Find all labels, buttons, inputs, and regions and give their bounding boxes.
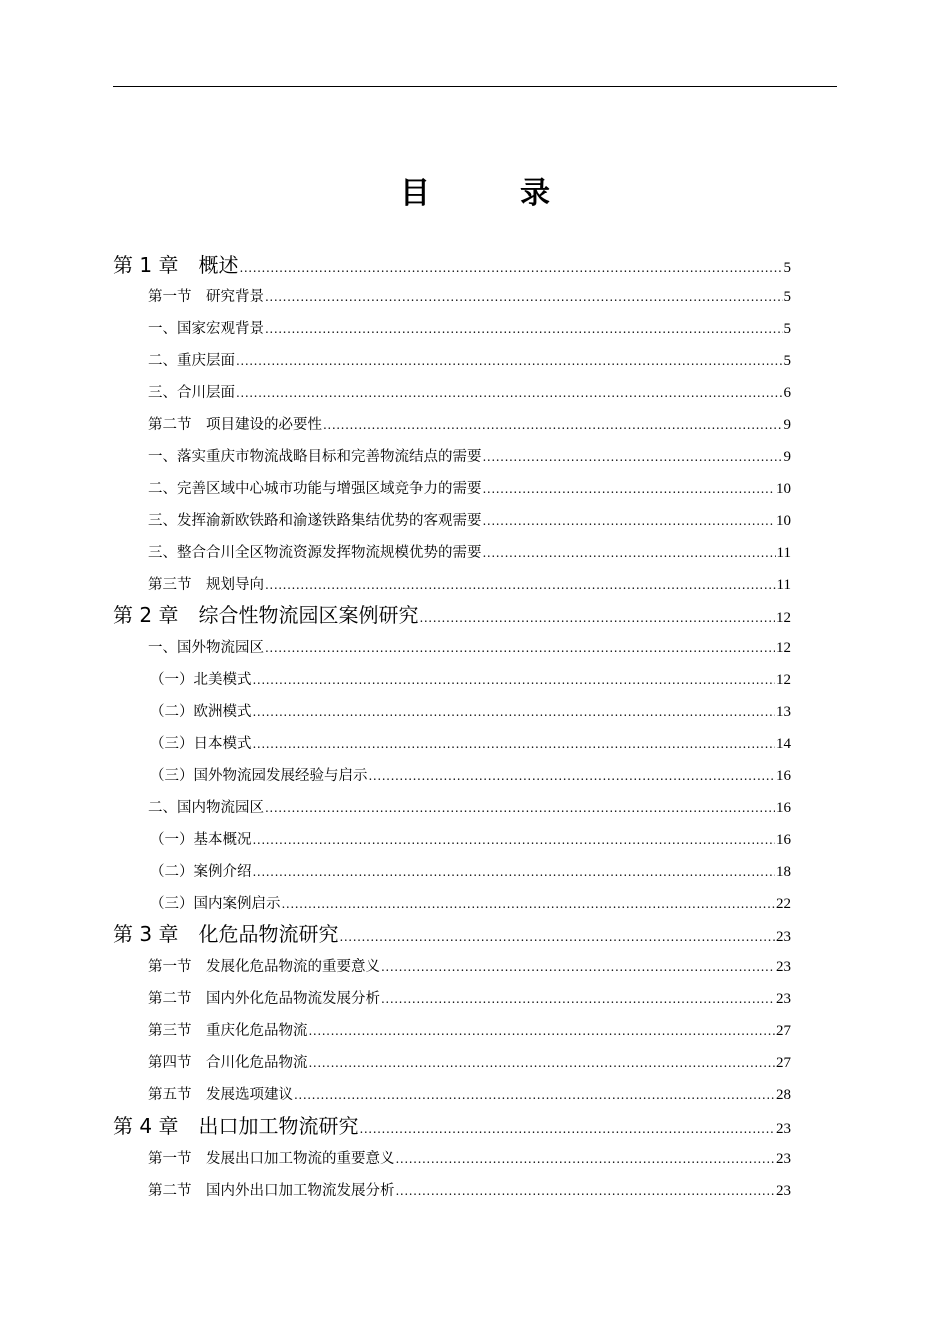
toc-dot-leader: [381, 988, 775, 1010]
toc-page-number: 11: [776, 545, 791, 561]
toc-entry-section[interactable]: [148, 414, 791, 436]
toc-entry-text: 第二节 国内外化危品物流发展分析: [148, 991, 380, 1007]
toc-entry-text: （三）国内案例启示: [150, 896, 281, 912]
toc-entry-text: （一）基本概况: [150, 832, 252, 848]
toc-entry-section[interactable]: [148, 1180, 791, 1202]
toc-entry-subsection[interactable]: [148, 637, 791, 659]
toc-page-number: 27: [776, 1055, 791, 1071]
toc-entry-text: （一）北美模式: [150, 672, 252, 688]
toc-page-number: 5: [783, 289, 791, 305]
toc-entry-text: 第二节 国内外出口加工物流发展分析: [148, 1183, 395, 1199]
toc-dot-leader: [381, 956, 775, 978]
toc-entry-text: （三）日本模式: [150, 736, 252, 752]
toc-entry-subsubsection[interactable]: [150, 861, 791, 883]
toc-entry-text: 第 3 章 化危品物流研究: [113, 922, 339, 946]
toc-page-number: 12: [776, 640, 791, 656]
toc-entry-section[interactable]: [148, 1084, 791, 1106]
toc-entry-subsection[interactable]: [148, 382, 791, 404]
toc-entry-subsubsection[interactable]: [150, 701, 791, 723]
toc-entry-text: 第一节 研究背景: [148, 289, 264, 305]
toc-entry-text: （二）案例介绍: [150, 864, 252, 880]
toc-entry-text: 第四节 合川化危品物流: [148, 1055, 308, 1071]
toc-dot-leader: [253, 701, 776, 723]
toc-entry-section[interactable]: [148, 1020, 791, 1042]
toc-entry-text: 一、国外物流园区: [148, 640, 264, 656]
toc-dot-leader: [294, 1084, 775, 1106]
toc-page-number: 16: [776, 800, 791, 816]
toc-dot-leader: [396, 1148, 776, 1170]
toc-entry-subsubsection[interactable]: [150, 765, 791, 787]
toc-entry-section[interactable]: [148, 988, 791, 1010]
toc-entry-subsubsection[interactable]: [150, 829, 791, 851]
toc-dot-leader: [309, 1052, 776, 1074]
toc-dot-leader: [253, 829, 776, 851]
toc-entry-text: 二、重庆层面: [148, 353, 235, 369]
toc-entry-chapter[interactable]: [113, 601, 791, 629]
toc-entry-text: 第二节 项目建设的必要性: [148, 417, 322, 433]
toc-dot-leader: [236, 382, 783, 404]
toc-dot-leader: [265, 797, 775, 819]
toc-dot-leader: [236, 350, 783, 372]
toc-dot-leader: [323, 414, 783, 436]
toc-dot-leader: [253, 669, 776, 691]
toc-entry-subsection[interactable]: [148, 542, 791, 564]
toc-dot-leader: [282, 893, 776, 915]
toc-dot-leader: [265, 637, 775, 659]
toc-dot-leader: [359, 1115, 775, 1143]
toc-page-number: 23: [776, 929, 791, 945]
toc-entry-subsubsection[interactable]: [150, 893, 791, 915]
toc-entry-chapter[interactable]: [113, 920, 791, 948]
toc-entry-text: 第一节 发展出口加工物流的重要意义: [148, 1151, 395, 1167]
toc-page-number: 11: [776, 577, 791, 593]
toc-entry-text: 第 4 章 出口加工物流研究: [113, 1114, 359, 1138]
toc-dot-leader: [265, 318, 783, 340]
toc-page-number: 23: [776, 959, 791, 975]
toc-page-number: 22: [776, 896, 791, 912]
toc-entry-chapter[interactable]: [113, 251, 791, 279]
toc-dot-leader: [483, 446, 783, 468]
toc-dot-leader: [483, 478, 776, 500]
toc-page-number: 23: [776, 991, 791, 1007]
toc-dot-leader: [253, 861, 776, 883]
toc-entry-subsection[interactable]: [148, 478, 791, 500]
toc-page-number: 23: [776, 1151, 791, 1167]
toc-dot-leader: [369, 765, 776, 787]
toc-page-number: 10: [776, 481, 791, 497]
toc-entry-chapter[interactable]: [113, 1112, 791, 1140]
toc-dot-leader: [396, 1180, 776, 1202]
toc-entry-text: 三、发挥渝新欧铁路和渝遂铁路集结优势的客观需要: [148, 513, 482, 529]
toc-entry-text: 三、合川层面: [148, 385, 235, 401]
toc-entry-text: 第 2 章 综合性物流园区案例研究: [113, 603, 419, 627]
toc-page-number: 12: [776, 672, 791, 688]
toc-entry-text: 第三节 重庆化危品物流: [148, 1023, 308, 1039]
toc-dot-leader: [419, 604, 775, 632]
toc-page-number: 5: [783, 353, 791, 369]
toc-dot-leader: [265, 286, 783, 308]
toc-entry-text: 二、国内物流园区: [148, 800, 264, 816]
toc-page-number: 5: [783, 321, 791, 337]
toc-page-number: 9: [783, 417, 791, 433]
toc-page-number: 28: [776, 1087, 791, 1103]
toc-page-number: 6: [783, 385, 791, 401]
header-rule: [113, 86, 837, 87]
toc-entry-text: 第一节 发展化危品物流的重要意义: [148, 959, 380, 975]
toc-page-number: 16: [776, 832, 791, 848]
toc-dot-leader: [483, 542, 776, 564]
toc-entry-text: （二）欧洲模式: [150, 704, 252, 720]
toc-entry-subsubsection[interactable]: [150, 669, 791, 691]
toc-dot-leader: [239, 254, 782, 282]
toc-page-number: 27: [776, 1023, 791, 1039]
toc-dot-leader: [309, 1020, 776, 1042]
toc-entry-text: 三、整合合川全区物流资源发挥物流规模优势的需要: [148, 545, 482, 561]
toc-entry-text: 第三节 规划导向: [148, 577, 264, 593]
toc-page-number: 13: [776, 704, 791, 720]
toc-entry-section[interactable]: [148, 956, 791, 978]
toc-entry-subsection[interactable]: [148, 510, 791, 532]
toc-entry-section[interactable]: [148, 286, 791, 308]
toc-dot-leader: [339, 923, 775, 951]
toc-page-number: 18: [776, 864, 791, 880]
toc-dot-leader: [253, 733, 776, 755]
toc-page-number: 12: [776, 610, 791, 626]
toc-page-number: 16: [776, 768, 791, 784]
toc-entry-text: 二、完善区域中心城市功能与增强区域竞争力的需要: [148, 481, 482, 497]
toc-entry-subsection[interactable]: [148, 446, 791, 468]
toc-page-number: 10: [776, 513, 791, 529]
toc-dot-leader: [265, 574, 776, 596]
toc-entry-section[interactable]: [148, 1148, 791, 1170]
toc-dot-leader: [483, 510, 776, 532]
toc-entry-text: 第五节 发展选项建议: [148, 1087, 293, 1103]
toc-entry-text: （三）国外物流园发展经验与启示: [150, 768, 368, 784]
toc-page-number: 9: [783, 449, 791, 465]
toc-entry-subsection[interactable]: [148, 797, 791, 819]
toc-page-number: 5: [783, 260, 791, 276]
toc-title: 目 录: [400, 176, 580, 211]
toc-entry-subsubsection[interactable]: [150, 733, 791, 755]
toc-entry-text: 第 1 章 概述: [113, 253, 239, 277]
toc-entry-text: 一、国家宏观背景: [148, 321, 264, 337]
toc-page-number: 23: [776, 1121, 791, 1137]
toc-entry-section[interactable]: [148, 1052, 791, 1074]
toc-page-number: 14: [776, 736, 791, 752]
toc-entry-section[interactable]: [148, 574, 791, 596]
toc-page-number: 23: [776, 1183, 791, 1199]
toc-entry-subsection[interactable]: [148, 350, 791, 372]
toc-entry-text: 一、落实重庆市物流战略目标和完善物流结点的需要: [148, 449, 482, 465]
toc-entry-subsection[interactable]: [148, 318, 791, 340]
